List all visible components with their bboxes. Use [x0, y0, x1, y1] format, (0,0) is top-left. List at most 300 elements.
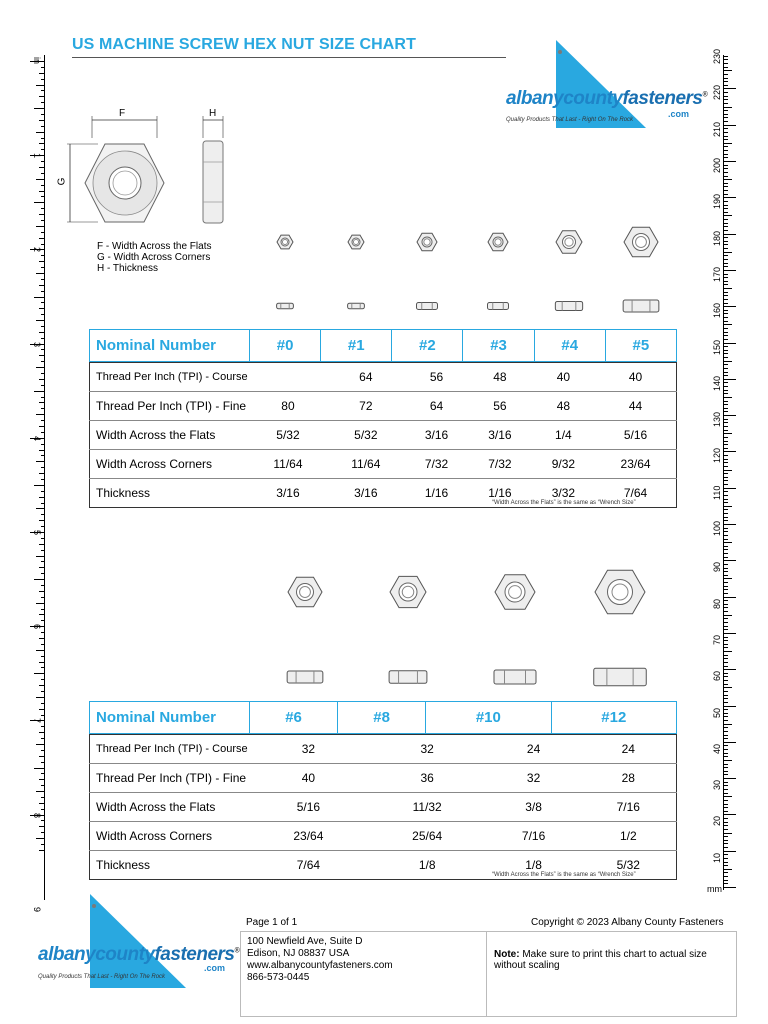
- header-cell: #1: [321, 330, 392, 362]
- ruler-tick: [724, 161, 736, 162]
- table-row: [90, 421, 677, 450]
- row-label: Width Across Corners: [90, 450, 250, 479]
- ruler-tick: [724, 713, 728, 714]
- header-cell: #0: [250, 330, 321, 362]
- address-line-1: 100 Newfield Ave, Suite D: [247, 936, 363, 947]
- ruler-tick: [41, 302, 44, 303]
- ruler-tick: [724, 433, 732, 434]
- ruler-tick: [724, 691, 728, 692]
- hex-nut-side-icon: [623, 300, 659, 312]
- ruler-tick: [724, 644, 728, 645]
- ruler-tick: [724, 444, 728, 445]
- page-number: Page 1 of 1: [246, 917, 298, 928]
- ruler-tick: [724, 241, 728, 242]
- ruler-label: 210: [712, 121, 722, 137]
- ruler-tick: [724, 633, 736, 634]
- ruler-tick: [36, 179, 44, 180]
- ruler-tick: [724, 524, 736, 525]
- table-cell: 44: [595, 392, 676, 421]
- ruler-tick: [724, 274, 728, 275]
- ruler-tick: [724, 317, 728, 318]
- ruler-tick: [41, 656, 44, 657]
- ruler-tick: [724, 277, 728, 278]
- ruler-label: 190: [712, 194, 722, 210]
- row-label: Thread Per Inch (TPI) - Fine: [90, 764, 250, 793]
- ruler-tick: [724, 778, 736, 779]
- table-row: [90, 363, 677, 392]
- ruler-tick: [724, 92, 728, 93]
- ruler-label: 9: [32, 906, 42, 912]
- ruler-tick: [724, 466, 728, 467]
- ruler-tick: [41, 667, 44, 668]
- ruler-tick: [724, 197, 736, 198]
- ruler-tick: [41, 467, 44, 468]
- ruler-tick: [724, 564, 728, 565]
- ruler-label: 70: [712, 634, 722, 645]
- ruler-tick: [39, 96, 44, 97]
- ruler-tick: [724, 473, 728, 474]
- ruler-tick: [724, 774, 728, 775]
- ruler-tick: [39, 732, 44, 733]
- ruler-tick: [724, 401, 728, 402]
- ruler-tick: [41, 726, 44, 727]
- ruler-tick: [724, 818, 728, 819]
- header-cell: Nominal Number: [90, 330, 250, 362]
- ruler-tick: [39, 567, 44, 568]
- ruler-tick: [39, 520, 44, 521]
- ruler-label: 160: [712, 303, 722, 319]
- ruler-tick: [34, 768, 44, 769]
- ruler-tick: [724, 78, 728, 79]
- ruler-tick: [724, 346, 728, 347]
- ruler-tick: [39, 191, 44, 192]
- ruler-tick: [724, 183, 728, 184]
- ruler-tick: [724, 110, 728, 111]
- table-cell: 5/32: [249, 421, 327, 450]
- ruler-tick: [724, 742, 736, 743]
- ruler-tick: [724, 513, 728, 514]
- ruler-tick: [724, 586, 728, 587]
- ruler-tick: [724, 789, 728, 790]
- ruler-tick: [36, 273, 44, 274]
- ruler-tick: [724, 411, 728, 412]
- ruler-label: 4: [32, 435, 42, 441]
- ruler-tick: [724, 284, 728, 285]
- ruler-tick: [41, 703, 44, 704]
- ruler-label: 180: [712, 230, 722, 246]
- ruler-tick: [724, 637, 728, 638]
- ruler-tick: [724, 379, 736, 380]
- ruler-tick: [724, 749, 728, 750]
- ruler-tick: [724, 843, 728, 844]
- ruler-tick: [41, 832, 44, 833]
- ruler-tick: [39, 167, 44, 168]
- ruler-tick: [724, 96, 728, 97]
- ruler-label: 50: [712, 707, 722, 718]
- ruler-tick: [724, 509, 728, 510]
- ruler-tick: [724, 854, 728, 855]
- ruler-tick: [724, 99, 728, 100]
- ruler-tick: [724, 215, 732, 216]
- ruler-tick: [41, 585, 44, 586]
- ruler-tick: [724, 865, 728, 866]
- ruler-tick: [724, 136, 728, 137]
- ruler-label: 130: [712, 412, 722, 428]
- ruler-tick: [41, 679, 44, 680]
- ruler-tick: [41, 338, 44, 339]
- ruler-tick: [724, 386, 728, 387]
- ruler-tick: [724, 858, 728, 859]
- ruler-tick: [724, 622, 728, 623]
- ruler-tick: [724, 869, 732, 870]
- ruler-tick: [724, 230, 728, 231]
- table-cell: 3/16: [405, 421, 468, 450]
- ruler-tick: [724, 502, 728, 503]
- ruler-tick: [41, 620, 44, 621]
- ruler-tick: [724, 578, 732, 579]
- ruler-tick: [724, 208, 728, 209]
- table-cell: 40: [628, 370, 643, 384]
- ruler-tick: [724, 491, 728, 492]
- ruler-tick: [724, 321, 728, 322]
- ruler-tick: [724, 255, 728, 256]
- ruler-tick: [724, 74, 728, 75]
- ruler-tick: [724, 121, 728, 122]
- ruler-tick: [724, 422, 728, 423]
- row-label: Thread Per Inch (TPI) - Course: [96, 743, 248, 755]
- label-f: F: [119, 108, 126, 119]
- hex-nut-icon: [277, 235, 293, 249]
- row-label: Thread Per Inch (TPI) - Course: [96, 371, 248, 383]
- table-cell: 3/8: [487, 793, 581, 822]
- ruler-tick: [36, 650, 44, 651]
- ruler-tick: [724, 655, 728, 656]
- table-row: [90, 764, 677, 793]
- ruler-tick: [39, 473, 44, 474]
- ruler-tick: [41, 361, 44, 362]
- ruler-tick: [724, 629, 728, 630]
- ruler-tick: [724, 176, 728, 177]
- table-cell: 3/16: [327, 479, 405, 508]
- ruler-tick: [724, 539, 728, 540]
- ruler-tick: [724, 695, 728, 696]
- ruler-tick: [724, 234, 736, 235]
- ruler-tick: [724, 724, 732, 725]
- ruler-tick: [724, 448, 728, 449]
- ruler-tick: [34, 202, 44, 203]
- ruler-tick: [724, 546, 728, 547]
- ruler-label: 140: [712, 375, 722, 391]
- ruler-tick: [30, 61, 44, 62]
- ruler-tick: [724, 520, 728, 521]
- row-label: Width Across Corners: [90, 822, 250, 851]
- wrench-size-note-1: “Width Across the Flats” is the same as “Wrench Size”: [492, 500, 636, 506]
- ruler-tick: [39, 308, 44, 309]
- table-cell: [249, 363, 327, 392]
- ruler-tick: [724, 350, 728, 351]
- ruler-tick: [39, 756, 44, 757]
- ruler-tick: [724, 67, 728, 68]
- phone-number: 866-573-0445: [247, 972, 310, 983]
- hex-nut-icon: [556, 231, 582, 254]
- ruler-tick: [724, 731, 728, 732]
- ruler-tick: [41, 809, 44, 810]
- table-cell: 28: [581, 764, 677, 793]
- ruler-tick: [724, 822, 728, 823]
- ruler-tick: [724, 263, 728, 264]
- ruler-tick: [724, 825, 728, 826]
- ruler-tick: [39, 426, 44, 427]
- table-cell: 1/8: [487, 851, 581, 880]
- ruler-tick: [41, 514, 44, 515]
- ruler-tick: [724, 720, 728, 721]
- header-cell: #6: [250, 702, 338, 734]
- ruler-label: 40: [712, 743, 722, 754]
- ruler-tick: [36, 320, 44, 321]
- ruler-tick: [39, 261, 44, 262]
- ruler-tick: [36, 744, 44, 745]
- ruler-tick: [41, 255, 44, 256]
- ruler-tick: [724, 451, 736, 452]
- header-cell: Nominal Number: [90, 702, 250, 734]
- ruler-tick: [724, 607, 728, 608]
- table-cell: 56: [468, 392, 531, 421]
- wrench-size-note-2: “Width Across the Flats” is the same as “Wrench Size”: [492, 872, 636, 878]
- ruler-tick: [39, 803, 44, 804]
- table-cell: 5/32: [581, 851, 677, 880]
- ruler-label: 10: [712, 852, 722, 863]
- legend-g: G - Width Across Corners: [97, 252, 211, 263]
- ruler-tick: [41, 715, 44, 716]
- nut-illustrations-row-2: [250, 560, 680, 690]
- ruler-tick: [724, 702, 728, 703]
- ruler-tick: [724, 165, 728, 166]
- ruler-tick: [724, 862, 728, 863]
- ruler-tick: [41, 385, 44, 386]
- table-cell: 56: [429, 370, 444, 384]
- ruler-tick: [39, 143, 44, 144]
- ruler-label: 3: [32, 341, 42, 347]
- ruler-tick: [724, 382, 728, 383]
- table-cell: 24: [621, 742, 635, 756]
- ruler-tick: [39, 214, 44, 215]
- table-header-row: [90, 330, 677, 362]
- ruler-tick: [724, 219, 728, 220]
- table-cell: 3/32: [532, 479, 595, 508]
- ruler-tick: [41, 126, 44, 127]
- ruler-tick: [724, 568, 728, 569]
- ruler-tick: [724, 324, 732, 325]
- ruler-tick: [41, 102, 44, 103]
- ruler-tick: [724, 375, 728, 376]
- ruler-tick: [724, 716, 728, 717]
- ruler-tick: [41, 644, 44, 645]
- ruler-label: 150: [712, 339, 722, 355]
- ruler-tick: [39, 709, 44, 710]
- ruler-tick: [41, 762, 44, 763]
- ruler-tick: [724, 651, 732, 652]
- ruler-tick: [724, 125, 736, 126]
- ruler-tick: [724, 299, 728, 300]
- ruler-tick: [724, 114, 728, 115]
- hex-nut-icon: [595, 570, 645, 613]
- ruler-tick: [39, 332, 44, 333]
- table-cell: 80: [249, 392, 327, 421]
- ruler-tick: [41, 314, 44, 315]
- ruler-tick: [36, 508, 44, 509]
- ruler-tick: [36, 603, 44, 604]
- ruler-tick: [724, 756, 728, 757]
- table-cell: 7/16: [487, 822, 581, 851]
- ruler-tick: [41, 538, 44, 539]
- website-link[interactable]: www.albanycountyfasteners.com: [247, 960, 393, 971]
- ruler-tick: [34, 485, 44, 486]
- ruler-tick: [41, 267, 44, 268]
- ruler-tick: [724, 785, 728, 786]
- ruler-tick: [41, 291, 44, 292]
- size-table-1-body: [89, 362, 677, 508]
- ruler-tick: [41, 138, 44, 139]
- ruler-tick: [724, 295, 728, 296]
- table-cell: 5/16: [595, 421, 676, 450]
- ruler-tick: [39, 120, 44, 121]
- ruler-tick: [41, 785, 44, 786]
- table-cell: 48: [532, 392, 595, 421]
- table-row: [90, 822, 677, 851]
- ruler-tick: [724, 542, 732, 543]
- ruler-tick: [39, 450, 44, 451]
- hex-nut-icon: [348, 235, 364, 249]
- ruler-tick: [41, 750, 44, 751]
- table-cell: 25/64: [368, 822, 487, 851]
- ruler-tick: [724, 441, 728, 442]
- ruler-tick: [724, 782, 728, 783]
- ruler-tick: [36, 85, 44, 86]
- ruler-tick: [724, 796, 732, 797]
- ruler-label: 60: [712, 671, 722, 682]
- ruler-tick: [39, 355, 44, 356]
- ruler-tick: [724, 684, 728, 685]
- ruler-tick: [41, 220, 44, 221]
- ruler-tick: [41, 420, 44, 421]
- ruler-tick: [724, 212, 728, 213]
- row-label: Thread Per Inch (TPI) - Fine: [90, 392, 250, 421]
- ruler-tick: [724, 814, 736, 815]
- ruler-tick: [41, 349, 44, 350]
- ruler-tick: [41, 173, 44, 174]
- table-cell: 40: [556, 370, 571, 384]
- legend-h: H - Thickness: [97, 263, 158, 274]
- ruler-tick: [724, 535, 728, 536]
- ruler-tick: [41, 738, 44, 739]
- ruler-label: 2: [32, 247, 42, 253]
- ruler-tick: [724, 364, 728, 365]
- size-table-2-body: [89, 734, 677, 880]
- ruler-tick: [724, 252, 732, 253]
- table-row: [90, 392, 677, 421]
- ruler-tick: [724, 647, 728, 648]
- ruler-tick: [41, 432, 44, 433]
- ruler-tick: [41, 503, 44, 504]
- row-label: Thickness: [90, 851, 250, 880]
- ruler-label: 100: [712, 520, 722, 536]
- ruler-tick: [41, 185, 44, 186]
- ruler-tick: [724, 666, 728, 667]
- ruler-tick: [724, 85, 728, 86]
- ruler-tick: [724, 339, 728, 340]
- table-cell: 23/64: [249, 822, 368, 851]
- ruler-tick: [724, 557, 728, 558]
- ruler-tick: [724, 179, 732, 180]
- ruler-tick: [724, 194, 728, 195]
- mm-ruler: [712, 49, 738, 890]
- hex-nut-icon: [495, 575, 535, 610]
- ruler-tick: [724, 190, 728, 191]
- ruler-tick: [724, 745, 728, 746]
- size-table-1: [89, 329, 677, 362]
- ruler-label: 5: [32, 530, 42, 536]
- ruler-tick: [724, 288, 732, 289]
- table-row: [90, 735, 677, 764]
- ruler-tick: [41, 797, 44, 798]
- ruler-tick: [724, 154, 728, 155]
- ruler-tick: [724, 59, 728, 60]
- ruler-tick: [41, 67, 44, 68]
- ruler-tick: [724, 143, 732, 144]
- footer-box: [240, 931, 737, 1017]
- ruler-tick: [39, 685, 44, 686]
- ruler-tick: [34, 108, 44, 109]
- legend-f: F - Width Across the Flats: [97, 241, 212, 252]
- copyright: Copyright © 2023 Albany County Fasteners: [531, 917, 724, 928]
- ruler-tick: [39, 497, 44, 498]
- size-table-2: [89, 701, 677, 734]
- ruler-tick: [724, 673, 728, 674]
- ruler-tick: [724, 495, 728, 496]
- ruler-tick: [724, 201, 728, 202]
- ruler-tick: [41, 550, 44, 551]
- ruler-tick: [724, 611, 728, 612]
- ruler-tick: [724, 353, 728, 354]
- ruler-tick: [724, 549, 728, 550]
- ruler-tick: [724, 488, 736, 489]
- ruler-tick: [724, 658, 728, 659]
- ruler-tick: [724, 829, 728, 830]
- table-cell: 1/2: [581, 822, 677, 851]
- ruler-tick: [724, 793, 728, 794]
- ruler-tick: [724, 600, 728, 601]
- ruler-tick: [724, 800, 728, 801]
- ruler-tick: [724, 840, 728, 841]
- ruler-tick: [724, 237, 728, 238]
- ruler-tick: [724, 426, 728, 427]
- ruler-tick: [724, 462, 728, 463]
- table-cell: 1/8: [368, 851, 487, 880]
- ruler-tick: [724, 459, 728, 460]
- ruler-tick: [724, 397, 732, 398]
- ruler-tick: [724, 281, 728, 282]
- ruler-tick: [724, 107, 732, 108]
- table-cell: 7/64: [595, 479, 676, 508]
- hex-nut-icon: [417, 233, 437, 250]
- hex-nut-icon: [624, 227, 658, 256]
- hex-nut-side-icon: [488, 303, 509, 310]
- header-cell: #10: [426, 702, 551, 734]
- ruler-tick: [724, 597, 736, 598]
- ruler-tick: [724, 531, 728, 532]
- row-label: Thickness: [90, 479, 250, 508]
- ruler-tick: [724, 771, 728, 772]
